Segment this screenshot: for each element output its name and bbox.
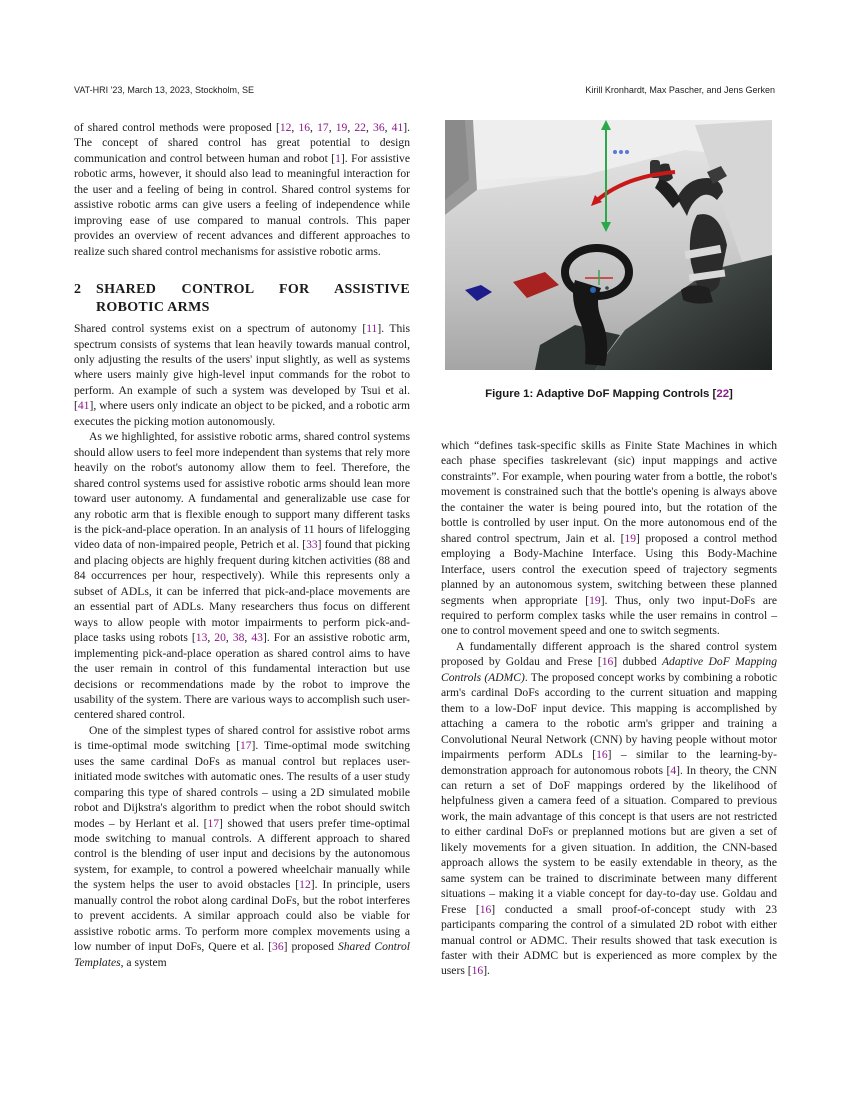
citation-link[interactable]: 4 [670, 763, 677, 777]
text-run: of shared control methods were proposed [ [74, 121, 280, 134]
text-run: ]. Time-optimal mode switching uses the same cardinal DoFs as manual control but replaces user-initiated mode switches with automatic ones. The results of a user study comparing this type of shared controls – using a 2D simulated mobile robot and Dijkstra's algorithm to predict when the robot should switch modes – by Herlant et al. [ [74, 739, 410, 830]
citation-link[interactable]: 19 [624, 531, 637, 545]
text-run: ] proposed a control method employing a Body-Machine Interface. Using this Body-Machine Interface, users control the execution speed of trajectory segments planned by an autonomous system, switching between these planned segments when appropriate [ [441, 531, 777, 607]
citation-link[interactable]: 1 [335, 151, 341, 165]
text-run: ]. In principle, users manually control the robot along cardinal DoFs, but the robot interferes to prevent accidents. A similar approach could also be viable for assistive robotic arms. To perform more complex movements using a low number of input DoFs, Quere et al. [ [74, 878, 410, 954]
text-run: ] dubbed [613, 655, 662, 669]
text-run: , [384, 121, 392, 134]
text-run: ] proposed [283, 940, 338, 954]
text-run: , [207, 631, 215, 645]
body-paragraph-2 [74, 429, 410, 723]
citation-link[interactable]: 16 [596, 748, 608, 762]
text-run: ]. Thus, only two input-DoFs are required to perform complex tasks while the user remains in control – one to control movement speed and one to switch segments. [441, 593, 778, 638]
text-run: Shared control systems exist on a spectrum of autonomy [ [74, 322, 367, 336]
text-run: ] – similar to the learning-by-demonstration approach for autonomous robots [ [441, 748, 777, 777]
figure-1-image [445, 120, 772, 370]
citation-link[interactable]: 12 [279, 121, 292, 134]
body-paragraph-5 [441, 639, 777, 979]
intro-paragraph [74, 120, 410, 259]
citation-link[interactable]: 41 [77, 399, 90, 413]
citation-link[interactable]: 19 [335, 121, 348, 134]
text-run: ] showed that users prefer time-optimal mode switching to manual controls. A different approach to shared control is the blending of user input and decisions by the autonomous system, for example, to control a powered wheelchair manually while the system helps the user to avoid obstacles [ [74, 816, 411, 892]
citation-link[interactable]: 12 [299, 878, 311, 892]
text-run: ]. In theory, the CNN can return a set of DoF mappings ordered by the likelihood of helpfulness given a camera feed of a situation. Compared to previous work, the main advantage of this concept is that users are not restricted to either cardinal DoFs or preplanned motions but are given a set of likely movements for a given situation. In addition, the CNN-based approach allows the system to be easily extendable in theory, as the same system can be trained to discriminate between many different situations – making it a viable concept for day-to-day use. Goldau and Frese [ [441, 763, 777, 916]
italic-text: Adaptive DoF Mapping Controls (ADMC) [441, 655, 777, 684]
text-run: ] conducted a small proof-of-concept study with 23 participants comparing the control of a simulated 2D robot with either manual control or ADMC. Their results showed that task execution is faster with their ADMC but is experienced as more complex by the users [ [441, 902, 777, 978]
body-paragraph-4 [441, 438, 777, 639]
right-column [441, 438, 777, 979]
text-run: ]. This spectrum consists of systems that lean heavily towards manual control, only adjusting the results of the users' input slightly, as well as systems where users mainly give high-level input commands for the robot to perform. An example of such a system was developed by Tsui et al. [ [74, 322, 411, 413]
citation-link[interactable]: 11 [366, 322, 378, 336]
citation-link[interactable]: 36 [373, 121, 385, 134]
text-run: ] found that picking and placing objects are highly frequent during kitchen activities (88 and 84 occurrences per hour, respectively). While this represents only a subset of ADLs, it can be inferred that pick-and-place movements are an essential part of ADLs. Many researchers thus focus on different ways to allow people with motor impairments to perform pick-and-place tasks using robots [ [74, 538, 411, 645]
text-run: One of the simplest types of shared control for assistive robot arms is time-optimal mode switching [ [74, 723, 410, 753]
citation-link[interactable]: 20 [214, 631, 226, 645]
text-run: , a system [120, 955, 167, 969]
text-run: which “defines task-specific skills as Finite State Machines in which each phase specifies taskrelevant (sic) input mappings and active constraints”. For example, when pouring water from a bottle, the robot's movement is constrained such that the bottle's opening is always above the container the water is being poured into, but the rotation of the bottle is controlled by user input. On the more autonomous end of the shared control spectrum, Jain et al. [ [441, 439, 777, 545]
section-number: 2 [74, 282, 82, 298]
running-header-authors: Kirill Kronhardt, Max Pascher, and Jens Gerken [585, 85, 775, 95]
italic-text: Shared Control Templates [74, 940, 410, 969]
citation-link[interactable]: 38 [232, 631, 245, 645]
text-run: , [291, 121, 299, 134]
text-run: ]. [483, 964, 490, 978]
text-run: , [347, 121, 355, 134]
citation-link[interactable]: 16 [298, 121, 311, 134]
text-run: . The proposed concept works by combining a robotic arm's cardinal DoFs according to the current situation and mapping them to a low-DoF input device. This mapping is accomplished by attaching a camera to the robotic arm's gripper and training a Convolutional Neural Network (CNN) by having people without motor impairments perform ADLs [ [441, 670, 778, 762]
text-run: , [328, 121, 336, 134]
text-run: ]. For assistive robotic arms, however, it should also lead to meaningful interaction for the user and a feeling of being in control. Shared control systems for assistive robotic arms can give users a feeling of independence while improving ease of use compared to manual controls. This paper provides an overview of recent advances and different approaches to realize such shared control mechanisms for assistive robotic arms. [74, 151, 410, 258]
text-run: ]. The concept of shared control has great potential to design communication and control between human and robot [ [74, 121, 411, 165]
section-title: SHARED CONTROL FOR ASSISTIVE ROBOTIC ARMS [96, 282, 410, 316]
body-paragraph-3 [74, 723, 410, 970]
caption-citation-link[interactable]: 22 [716, 388, 730, 400]
citation-link[interactable]: 17 [207, 816, 220, 830]
text-run: A fundamentally different approach is the shared control system proposed by Goldau and Frese [ [441, 639, 777, 669]
text-run: , [244, 631, 252, 645]
citation-link[interactable]: 36 [272, 940, 284, 954]
caption-close: ] [729, 388, 733, 400]
section-heading [74, 281, 410, 317]
text-run: , [310, 121, 318, 134]
body-paragraph-1 [74, 321, 410, 429]
caption-text: Figure 1: Adaptive DoF Mapping Controls [ [485, 388, 717, 400]
text-run: ], where users only indicate an object to be picked, and a robotic arm executes the picking motion autonomously. [74, 399, 410, 428]
citation-link[interactable]: 17 [239, 739, 252, 753]
citation-link[interactable]: 41 [391, 121, 404, 134]
citation-link[interactable]: 22 [354, 121, 366, 134]
figure-1-caption [441, 388, 777, 400]
citation-link[interactable]: 17 [317, 121, 329, 134]
running-header-venue: VAT-HRI '23, March 13, 2023, Stockholm, SE [74, 85, 254, 95]
citation-link[interactable]: 33 [306, 538, 318, 552]
left-column [74, 120, 410, 970]
citation-link[interactable]: 19 [589, 593, 601, 607]
citation-link[interactable]: 16 [479, 902, 492, 916]
text-run: ]. For an assistive robotic arm, implementing pick-and-place operation as shared control aims to have the user remain in control of this fundamental interaction but use decisions or recommendations made by the robot to improve the usability of the system. There are various ways to accomplish such user-centered shared control. [74, 631, 410, 722]
text-run: , [365, 121, 374, 134]
text-run: As we highlighted, for assistive robotic arms, shared control systems should allow users to feel more independent than systems that rely more heavily on the robot's autonomy allow them to feel. Therefore, the shared control systems used for assistive robotic arms should lean more toward user autonomy. A fundamental and generalizable use case for any robotic arm that is flexible enough to support many different tasks is the pick-and-place operation. In an analysis of 11 hours of lifelogging video data of non-impaired people, Petrich et al. [ [74, 430, 410, 552]
citation-link[interactable]: 43 [251, 631, 263, 645]
citation-link[interactable]: 16 [471, 964, 484, 978]
text-run: , [225, 631, 233, 645]
citation-link[interactable]: 13 [195, 631, 208, 645]
citation-link[interactable]: 16 [601, 655, 614, 669]
